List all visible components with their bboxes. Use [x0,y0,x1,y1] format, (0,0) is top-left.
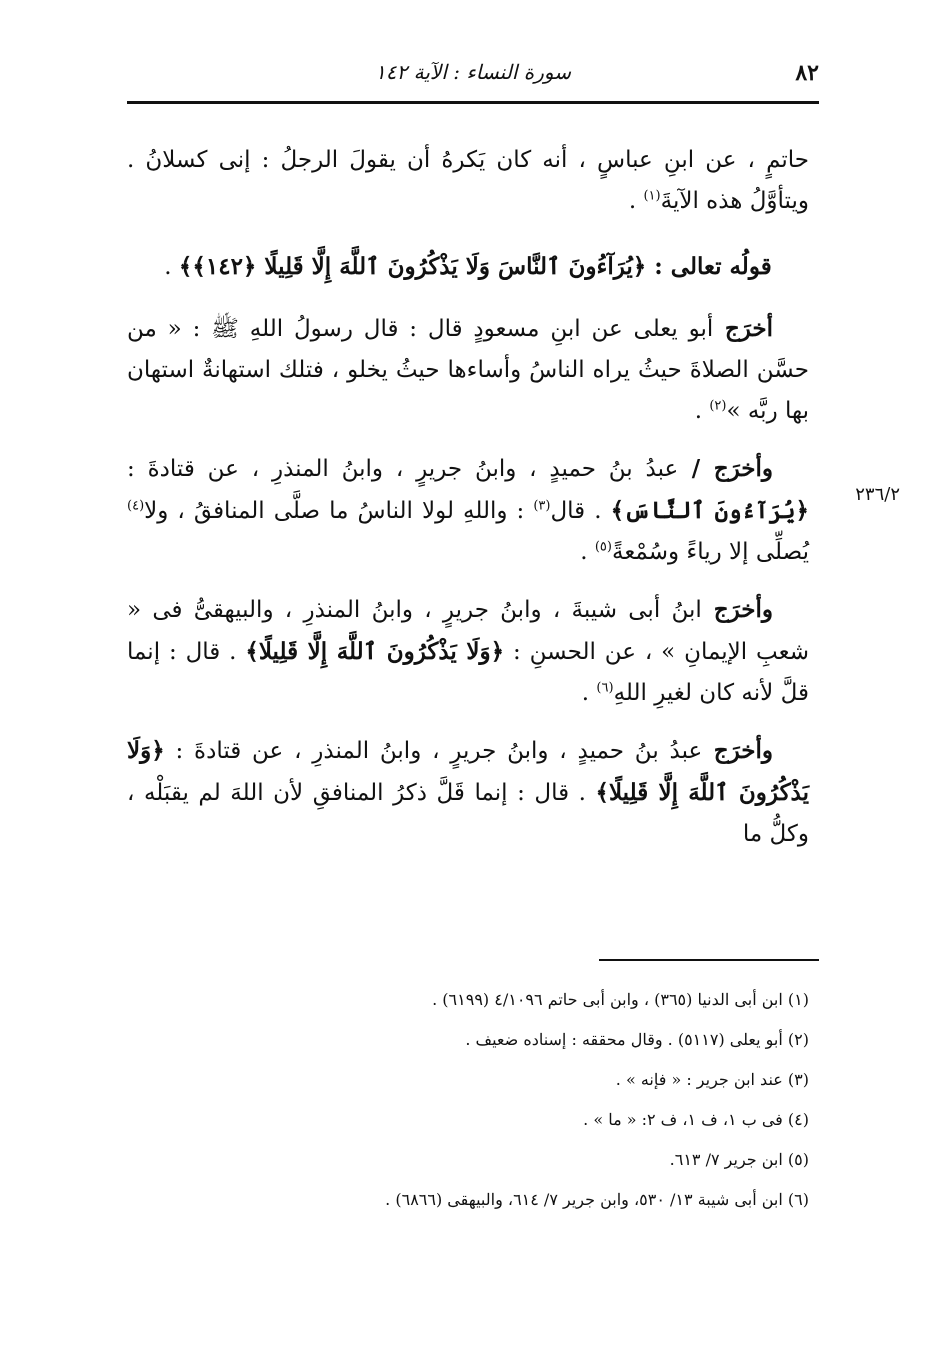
footnote-marker: (٤) [127,498,145,514]
footnote-marker: (٦) [596,680,614,696]
paragraph-4 [127,448,809,573]
paragraph-text: . قال [550,498,611,524]
footnote-5: (٥) ابن جرير ٧/ ٦١٣. [669,1150,809,1169]
footnote-1: (١) ابن أبى الدنيا (٣٦٥) ، وابن أبى حاتم ٤/١٠٩٦ (٦١٩٩) . [432,990,809,1009]
footnote-6: (٦) ابن أبى شيبة ١٣/ ٥٣٠، وابن جرير ٧/ ٦١٤، والبيهقى (٦٨٦٦) . [385,1190,809,1209]
footnote-marker: (٥) [594,539,612,555]
footnotes [127,980,809,1220]
paragraph-text: أبو يعلى عن ابنِ مسعودٍ قال : قال رسولُ اللهِ ﷺ : « من حسَّن الصلاةَ حيثُ يراه الناسُ وأساءها حيثُ يخلو ، فتلك استهانةٌ استهان بها ربَّه » [127,316,809,424]
paragraph-text: : واللهِ لولا الناسُ ما صلَّى المنافقُ ، ولا [144,498,534,524]
quran-quote: ﴿يُرَآءُونَ ٱلنَّاسَ﴾ [610,497,809,524]
paragraph-end: . [580,539,595,565]
paragraph-end: . [164,254,179,280]
lead-word: وأخرَج / [678,455,773,482]
page-number: ٨٢ [795,60,819,86]
lead-word: وأخرَج [701,596,774,623]
paragraph-end: . [581,680,597,706]
main-text [127,140,809,871]
paragraph-text: يُصلِّى إلا رياءً وسُمْعةً [611,539,809,565]
footnote-3: (٣) عند ابن جرير : « فإنه » . [615,1070,809,1089]
running-title: سورة النساء : الآية ١٤٢ [375,60,571,84]
paragraph-text: . قال : إنما قلَّ لأنه كان لغيرِ اللهِ [127,639,809,706]
paragraph-5 [127,589,809,714]
footnote-marker: (٢) [709,398,727,414]
lead-word: وأخرَج [702,737,773,764]
paragraph-3 [127,308,809,432]
quran-quote: ﴿يُرَآءُونَ ٱلنَّاسَ وَلَا يَذْكُرُونَ ٱللَّهَ إِلَّا قَلِيلًا ﴿١٤٢﴾﴾ [178,253,647,280]
paragraph-end: . [628,188,644,214]
verse-lead: قولُه تعالى : [646,253,772,280]
footnote-4: (٤) فى ب ١، ف ١، ف ٢: « ما » . [583,1110,809,1129]
lead-word: أخرَج [713,315,774,342]
footnote-marker: (٣) [533,498,551,514]
paragraph-1 [127,140,809,222]
footnote-marker: (١) [643,188,661,204]
footnote-rule [599,959,819,961]
paragraph-text: . قال : إنما قَلَّ ذكرُ المنافقِ لأن اللهَ لم يقبَلْه ، وكلُّ ما [127,780,809,847]
paragraph-text: حاتمٍ ، عن ابنِ عباسٍ ، أنه كان يَكرهُ أن يقولَ الرجلُ : إنى كسلانُ . ويتأوَّلُ هذه الآيةَ [127,147,809,214]
header-rule [127,101,819,104]
paragraph-text: ابنُ أبى شيبةَ ، وابنُ جريرٍ ، وابنُ المنذرِ ، والبيهقىُّ فى « شعبِ الإيمانِ » ، عن الحسنِ : [127,597,809,665]
paragraph-end: . [694,398,710,424]
paragraph-text: عبدُ بنُ حميدٍ ، وابنُ جريرٍ ، وابنُ المنذرِ ، عن قتادةَ : [127,456,679,482]
margin-reference: ٢٣٦/٢ [855,484,900,505]
quran-quote: ﴿وَلَا يَذْكُرُونَ ٱللَّهَ إِلَّا قَلِيلًا﴾ [245,638,505,665]
paragraph-6 [127,730,809,855]
footnote-2: (٢) أبو يعلى (٥١١٧) . وقال محققه : إسناده ضعيف . [465,1030,809,1049]
running-head [127,52,819,92]
quran-quote: ﴿وَلَا يَذْكُرُونَ ٱللَّهَ إِلَّا قَلِيلًا﴾ [127,737,809,806]
verse-heading [127,246,809,288]
paragraph-text: عبدُ بنُ حميدٍ ، وابنُ جريرٍ ، وابنُ المنذرِ ، عن قتادةَ : [164,738,703,764]
